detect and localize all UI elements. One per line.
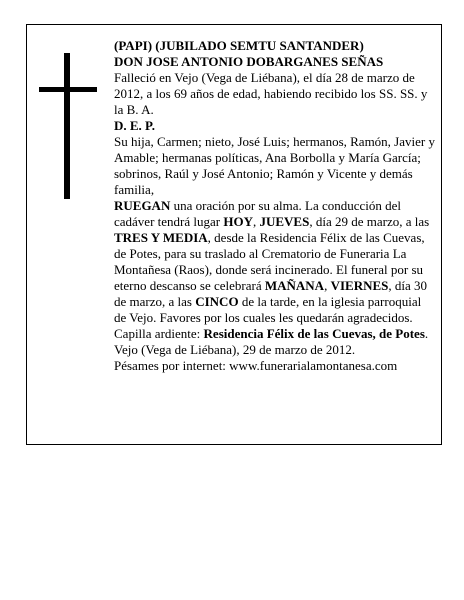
cross-vertical-bar [64, 53, 70, 199]
jueves-text: JUEVES [259, 214, 310, 229]
hoy-text: HOY [223, 214, 253, 229]
obituary-notice [26, 24, 442, 445]
dep-line: D. E. P. [114, 118, 156, 133]
funeral-text-6: , día 30 de marzo, a las [114, 278, 428, 309]
condolences-line: Pésames por internet: www.funerarialamontanesa.com [114, 358, 398, 373]
family-list: Su hija, Carmen; nieto, José Luis; hermanos, Ramón, Javier y Amable; hermanas políticas, Ana Borbolla y María García; sobrinos, Raúl y José Antonio; Ramón y Vicente y demás familia, [114, 134, 435, 197]
funeral-text-2: , [252, 214, 260, 229]
obituary-text [114, 38, 436, 374]
funeral-text-7: de la tarde, en la iglesia parroquial de Vejo. Favores por los cuales les quedarán agradecidos. [114, 294, 422, 325]
capilla-label: Capilla ardiente: [114, 326, 204, 341]
funeral-text-3: , día 29 de marzo, a las [309, 214, 430, 229]
capilla-ardiente [114, 326, 436, 342]
viernes-text: VIERNES [330, 278, 389, 293]
cross-icon [39, 53, 97, 199]
cross-horizontal-bar [39, 87, 97, 92]
cinco-text: CINCO [195, 294, 239, 309]
funeral-text-1: una oración por su alma. La conducción del cadáver tendrá lugar [114, 198, 402, 229]
place-date: Vejo (Vega de Liébana), 29 de marzo de 2012. [114, 342, 356, 357]
manana-text: MAÑANA [264, 278, 325, 293]
funeral-text-4: , desde la Residencia Félix de las Cuevas, de Potes, para su traslado al Crematorio de Funeraria La Montañesa (Raos), donde será incinerado. El funeral por su eterno descanso se celebrará [114, 230, 425, 293]
capilla-value: Residencia Félix de las Cuevas, de Potes [203, 326, 425, 341]
funeral-text-5: , [324, 278, 331, 293]
deceased-name: DON JOSE ANTONIO DOBARGANES SEÑAS [114, 54, 384, 69]
nickname-line: (PAPI) (JUBILADO SEMTU SANTANDER) [114, 38, 364, 53]
capilla-end: . [424, 326, 429, 341]
funeral-details [114, 198, 436, 326]
death-notice: Falleció en Vejo (Vega de Liébana), el día 28 de marzo de 2012, a los 69 años de edad, habiendo recibido los SS. SS. y la B. A. [114, 70, 428, 117]
tres-media-text: TRES Y MEDIA [114, 230, 208, 245]
ruegan-text: RUEGAN [114, 198, 171, 213]
